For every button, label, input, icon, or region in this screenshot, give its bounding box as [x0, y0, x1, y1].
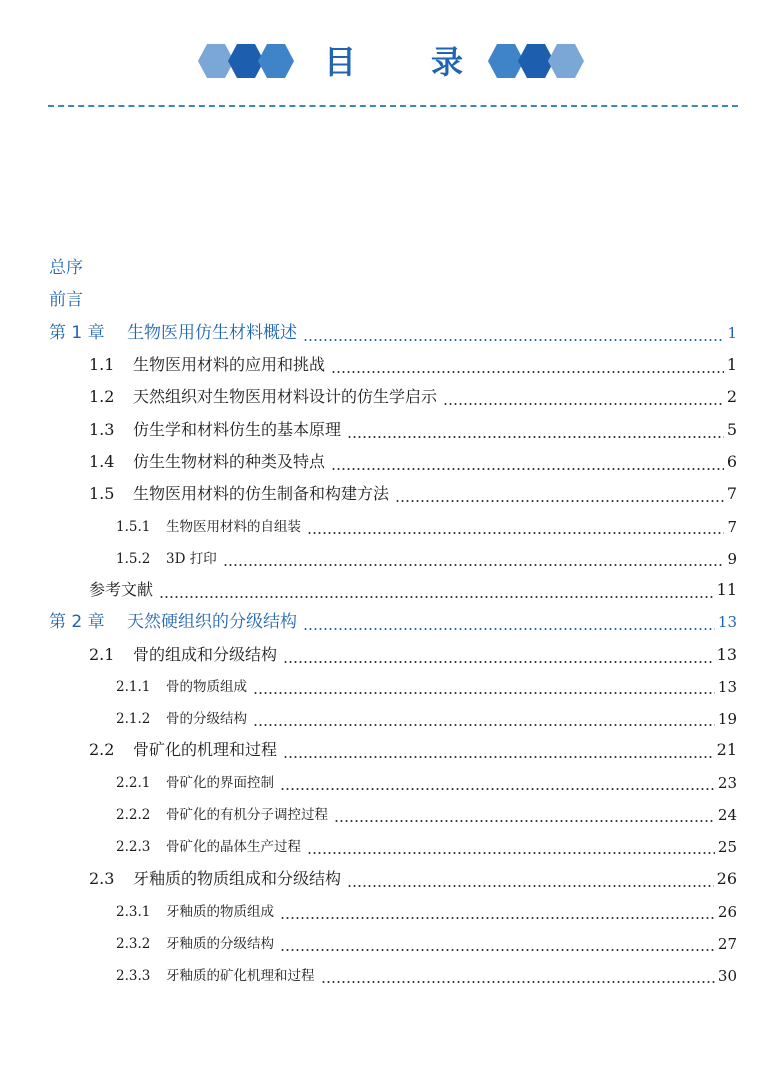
toc-entry-title: 生物医用材料的仿生制备和构建方法 — [133, 484, 390, 503]
toc-subsection-2-3-1[interactable] — [116, 900, 737, 924]
toc-entry-number: 2.3.2 — [116, 936, 151, 952]
toc-section-1-5[interactable] — [89, 481, 737, 507]
dot-leader — [303, 628, 715, 630]
toc-entry-number: 1.4 — [89, 452, 115, 471]
toc-entry-title: 生物医用仿生材料概述 — [127, 323, 297, 343]
hexagon-icon — [258, 44, 294, 78]
toc-subsection-2-3-2[interactable] — [116, 932, 737, 956]
dot-leader — [331, 371, 724, 373]
page-title-char-2: 录 — [431, 43, 464, 81]
toc-preface[interactable] — [49, 287, 737, 313]
toc-entry-page: 26 — [716, 869, 737, 888]
dot-leader — [307, 852, 715, 854]
toc-entry-number: 1.5.1 — [116, 519, 151, 535]
toc-entry-title: 天然硬组织的分级结构 — [127, 612, 297, 632]
toc-entry-number: 2.3.1 — [116, 904, 151, 920]
toc-subsection-1-5-2[interactable] — [116, 547, 737, 571]
toc-entry-page: 9 — [727, 550, 737, 568]
toc-entry-title: 牙釉质的分级结构 — [166, 936, 274, 952]
toc-subsection-2-3-3[interactable] — [116, 964, 737, 988]
dot-leader — [253, 692, 715, 694]
dot-leader — [321, 981, 715, 983]
toc-section-1-4[interactable] — [89, 449, 737, 475]
dot-leader — [395, 500, 724, 502]
toc-entry-number: 1.5 — [89, 484, 115, 503]
toc-entry-page: 1 — [726, 355, 737, 374]
toc-subsection-2-1-1[interactable] — [116, 675, 737, 699]
toc-entry-page: 19 — [717, 710, 737, 728]
dot-leader — [283, 661, 714, 663]
toc-entry-page: 5 — [726, 420, 737, 439]
toc-chapter-2[interactable] — [49, 609, 737, 635]
hexagon-icon — [548, 44, 584, 78]
toc-entry-title: 前言 — [49, 290, 83, 310]
toc-entry-title: 骨矿化的界面控制 — [166, 775, 274, 791]
toc-entry-title: 骨的物质组成 — [166, 679, 247, 695]
toc-section-2-3[interactable] — [89, 866, 737, 892]
toc-entry-title: 牙釉质的矿化机理和过程 — [166, 968, 315, 984]
toc-chapter-1[interactable] — [49, 320, 737, 346]
toc-entry-page: 6 — [726, 452, 737, 471]
toc-subsection-2-2-2[interactable] — [116, 803, 737, 827]
toc-entry-number: 2.3 — [89, 869, 115, 888]
toc-section-2-2[interactable] — [89, 737, 737, 763]
toc-entry-page: 7 — [727, 518, 737, 536]
toc-entry-title: 参考文献 — [89, 580, 154, 599]
toc-entry-title: 骨矿化的有机分子调控过程 — [166, 807, 328, 823]
toc-entry-number: 2.2.2 — [116, 807, 151, 823]
dot-leader — [280, 917, 715, 919]
toc-entry-number: 1.3 — [89, 420, 115, 439]
toc-entry-number: 1.2 — [89, 387, 115, 406]
toc-section-1-1[interactable] — [89, 352, 737, 378]
dot-leader — [347, 436, 724, 438]
toc-subsection-2-1-2[interactable] — [116, 707, 737, 731]
toc-entry-title: 生物医用材料的应用和挑战 — [133, 355, 326, 374]
dot-leader — [347, 885, 714, 887]
toc-entry-number: 1.5.2 — [116, 551, 151, 567]
header-divider — [48, 105, 738, 107]
dot-leader — [283, 756, 714, 758]
toc-entry-number: 第 2 章 — [49, 612, 105, 632]
toc-entry-number: 2.2 — [89, 740, 115, 759]
toc-subsection-1-5-1[interactable] — [116, 515, 737, 539]
toc-entry-title: 牙釉质的物质组成和分级结构 — [133, 869, 342, 888]
toc-references-ch1[interactable] — [89, 577, 737, 603]
toc-entry-number: 2.2.1 — [116, 775, 151, 791]
dot-leader — [280, 788, 715, 790]
dot-leader — [307, 532, 724, 534]
toc-entry-page: 13 — [717, 613, 737, 631]
dot-leader — [280, 949, 715, 951]
toc-section-1-2[interactable] — [89, 384, 737, 410]
toc-entry-page: 13 — [716, 645, 737, 664]
toc-entry-number: 第 1 章 — [49, 323, 105, 343]
toc-entry-page: 26 — [717, 903, 737, 921]
toc-entry-page: 2 — [726, 387, 737, 406]
toc-entry-title: 3D 打印 — [166, 551, 217, 567]
toc-entry-title: 生物医用材料的自组装 — [166, 519, 301, 535]
page-title-char-1: 目 — [324, 43, 357, 81]
toc-subsection-2-2-1[interactable] — [116, 771, 737, 795]
toc-entry-page: 1 — [727, 324, 737, 342]
toc-section-2-1[interactable] — [89, 642, 737, 668]
toc-entry-number: 2.3.3 — [116, 968, 151, 984]
toc-entry-title: 骨的组成和分级结构 — [133, 645, 278, 664]
dot-leader — [303, 339, 724, 341]
toc-entry-page: 21 — [716, 740, 737, 759]
toc-section-1-3[interactable] — [89, 417, 737, 443]
toc-general-preface[interactable] — [49, 255, 737, 281]
toc-entry-page: 7 — [726, 484, 737, 503]
toc-entry-page: 23 — [717, 774, 737, 792]
toc-entry-page: 27 — [717, 935, 737, 953]
toc-entry-page: 13 — [717, 678, 737, 696]
toc-entry-number: 2.1.2 — [116, 711, 151, 727]
toc-entry-title: 骨的分级结构 — [166, 711, 247, 727]
toc-entry-title: 仿生学和材料仿生的基本原理 — [133, 420, 342, 439]
toc-entry-title: 骨矿化的机理和过程 — [133, 740, 278, 759]
dot-leader — [253, 724, 715, 726]
toc-entry-page: 25 — [717, 838, 737, 856]
dot-leader — [331, 468, 724, 470]
dot-leader — [223, 564, 725, 566]
page-header — [0, 36, 772, 88]
toc-entry-title: 仿生生物材料的种类及特点 — [133, 452, 326, 471]
toc-entry-number: 1.1 — [89, 355, 115, 374]
toc-entry-number: 2.1.1 — [116, 679, 151, 695]
toc-entry-title: 总序 — [49, 258, 83, 278]
dot-leader — [159, 596, 714, 598]
toc-entry-number: 2.1 — [89, 645, 115, 664]
toc-entry-page: 30 — [717, 967, 737, 985]
toc-entry-title: 天然组织对生物医用材料设计的仿生学启示 — [133, 387, 438, 406]
toc-entry-page: 11 — [716, 580, 737, 599]
toc-entry-page: 24 — [717, 806, 737, 824]
dot-leader — [443, 403, 724, 405]
dot-leader — [334, 820, 715, 822]
toc-entry-title: 骨矿化的晶体生产过程 — [166, 839, 301, 855]
toc-subsection-2-2-3[interactable] — [116, 835, 737, 859]
toc-entry-title: 牙釉质的物质组成 — [166, 904, 274, 920]
toc-entry-number: 2.2.3 — [116, 839, 151, 855]
